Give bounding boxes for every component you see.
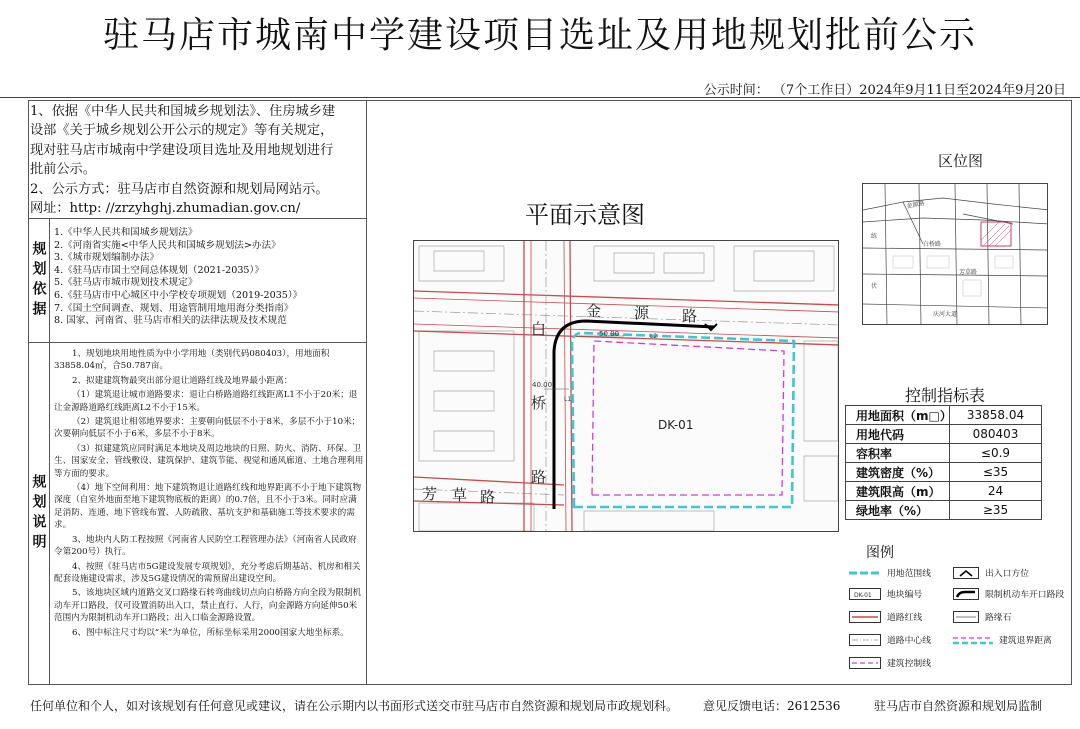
table-row: [846, 482, 1042, 501]
indicator-value: 24: [950, 482, 1042, 501]
legend-item-control-line: [849, 656, 931, 669]
control-line-swatch: [849, 657, 881, 669]
indicator-key: 用地面积（m□）: [846, 406, 950, 425]
legend-label: 地块编号: [887, 590, 923, 600]
explanation-paragraph: （4）地下空间利用：地下建筑物退让道路红线和地界距离不小于地下建筑物深度（自室外地面至地下建筑物底板的距离）的0.7倍，且不小于3米。同时应满足消防、连通、地下管线布置、人防疏散、基坑支护和基础施工等技术要求的需求。: [54, 483, 362, 531]
legend-label: 出入口方位: [985, 569, 1029, 579]
setback-swatch: [953, 634, 993, 646]
basis-item: 3.《城市规划编制办法》: [54, 252, 160, 264]
explanation-paragraph: （2）建筑退让相邻地界要求：主要朝向低层不小于8米，多层不小于10米；次要朝向低层不小于6米，多层不小于8米。: [54, 417, 361, 440]
restricted-swatch: [953, 588, 979, 600]
basis-item: 8. 国家、河南省、驻马店市相关的法律法规及技术规范: [54, 315, 287, 327]
road-south-char: 路: [480, 488, 496, 506]
road-south-char: 草: [452, 486, 468, 504]
indicator-table: [845, 405, 1042, 520]
basis-item: 2.《河南省实施<中华人民共和国城乡规划法>办法》: [54, 239, 281, 251]
indicator-key: 建筑限高（m）: [846, 482, 950, 501]
basis-list: [54, 227, 364, 328]
legend-item-boundary: [849, 566, 931, 579]
legend-label: 道路中心线: [887, 636, 931, 646]
boundary-swatch: [849, 568, 881, 578]
table-row: [846, 444, 1042, 463]
legend-label: 道路红线: [887, 613, 923, 623]
road-south-char: 芳: [422, 485, 438, 503]
explanation-paragraph: 2、拟建建筑物最突出部分退让道路红线及地界最小距离：: [72, 375, 293, 386]
table-row: [846, 406, 1042, 425]
location-label: 练: [871, 233, 878, 240]
legend-item-restricted: [953, 587, 1064, 600]
indicator-value: 33858.04: [950, 406, 1042, 425]
header-divider: [0, 97, 1080, 98]
road-north-char: 源: [634, 304, 650, 322]
indicator-key: 用地代码: [846, 425, 950, 444]
location-label: 芳草路: [959, 269, 978, 276]
intro-line: 网址：http: //zrzyhghj.zhumadian.gov.cn/: [30, 201, 301, 217]
indicator-key: 绿地率（%）: [846, 501, 950, 520]
location-map-drawing: [863, 184, 1048, 325]
dim-top: 50.00: [599, 330, 620, 338]
curb-swatch: [953, 611, 979, 623]
legend-title: 图例: [866, 545, 894, 561]
road-north-char: 金: [586, 302, 602, 320]
explanation-paragraph: 1、规划地块用地性质为中小学用地（类别代码080403），用地面积33858.04㎡，合50.787亩。: [54, 349, 330, 372]
basis-label: 规划依据: [28, 219, 50, 342]
legend-label: 建筑控制线: [887, 659, 931, 669]
basis-section: [28, 218, 366, 342]
indicator-value: 080403: [950, 425, 1042, 444]
legend-item-parcel-code: [849, 587, 922, 600]
location-label: 白桥路: [923, 241, 942, 248]
footer-supervisor: 驻马店市自然资源和规划局监制: [874, 699, 1043, 713]
basis-item: 5.《驻马店市城市规划技术规定》: [54, 277, 198, 289]
explanation-paragraph: 4、按照《驻马店市5G建设发展专项规划》，充分考虑后期基站、机房和相关配套设施建设需求，涉及5G建设情况的需预留出建设空间。: [54, 561, 361, 584]
publish-time: 公示时间： （7个工作日）2024年9月11日至2024年9月20日: [703, 83, 1066, 98]
table-row: [846, 425, 1042, 444]
legend-label: 建筑退界距离: [999, 636, 1052, 646]
indicator-title: 控制指标表: [905, 386, 986, 405]
red-line-swatch: [849, 611, 881, 623]
center-line-swatch: [849, 634, 881, 646]
road-west-char: 白: [531, 320, 547, 338]
plan-title: 平面示意图: [525, 201, 645, 229]
dim-left: 40.00: [532, 381, 553, 389]
plan-map-drawing: [414, 241, 839, 532]
table-row: [846, 463, 1042, 482]
table-row: [846, 501, 1042, 520]
intro-line: 现对驻马店市城南中学建设项目选址及用地规划进行: [30, 142, 334, 158]
legend-label: 用地范围线: [887, 569, 931, 579]
legend-label: 限制机动车开口路段: [985, 590, 1065, 600]
location-label: 伏: [871, 283, 878, 290]
intro-line: 1、依据《中华人民共和国城乡规划法》、住房城乡建: [30, 104, 336, 119]
plan-map: [413, 240, 839, 532]
explanation-label: 规划说明: [28, 343, 50, 685]
basis-item: 6.《驻马店市中心城区中小学校专项规划（2019-2035）》: [54, 289, 303, 301]
legend-item-curb: [953, 610, 1011, 623]
svg-text:DK-01: DK-01: [854, 591, 872, 599]
footer-notice: 任何单位和个人，如对该规划有任何意见或建议，请在公示期内以书面形式送交市驻马店市自然资源和规划局市政规划科。: [30, 699, 679, 713]
indicator-key: 容积率: [846, 444, 950, 463]
footer-phone: 意见反馈电话：2612536: [703, 699, 841, 713]
intro-line: 设部《关于城乡规划公开公示的规定》等有关规定，: [30, 123, 334, 139]
indicator-value: ≥35: [950, 501, 1042, 520]
dim-l2: L2: [650, 333, 658, 340]
location-label: 庆河大道: [933, 311, 958, 318]
legend-item-setback: [953, 633, 1052, 646]
parcel-label: DK-01: [658, 418, 694, 432]
intro-block: [30, 102, 365, 218]
legend-label: 路缘石: [985, 613, 1012, 623]
intro-line: 2、公示方式：驻马店市自然资源和规划局网站示。: [30, 181, 329, 197]
explanation-paragraph: 6、图中标注尺寸均以“米”为单位，所标坐标采用2000国家大地坐标系。: [72, 627, 349, 638]
explanation-paragraph: （1）建筑退让城市道路要求：退让白桥路道路红线距离L1不小于20米；退让金源路道路红线距离L2不小于15米。: [54, 390, 358, 413]
parcel-code-swatch: [849, 588, 881, 600]
explanation-paragraph: 5、该地块区域内道路交叉口路缘石转弯曲线切点向白桥路方向全段为限制机动车开口路段，仅可设置消防出入口，禁止直行、人行，向金源路方向延伸50米范围内为限制机动车开口路段；出入口临金源路设置。: [54, 588, 362, 624]
explanation-paragraph: 3、地块内人防工程按照《河南省人民防空工程管理办法》（河南省人民政府令第200号）执行。: [54, 534, 357, 558]
road-west-char: 桥: [531, 394, 547, 412]
intro-line: 批前公示。: [30, 162, 96, 178]
legend-item-center-line: [849, 633, 931, 646]
entrance-icon: [953, 567, 979, 579]
basis-item: 7.《国土空间调查、规划、用途管制用地用海分类指南》: [54, 302, 294, 314]
location-map: [862, 183, 1048, 325]
indicator-key: 建筑密度（%）: [846, 463, 950, 482]
road-north-char: 路: [682, 307, 698, 325]
legend-item-red-line: [849, 610, 922, 623]
basis-item: 1.《中华人民共和国城乡规划法》: [54, 227, 198, 238]
explanation-paragraph: （3）拟建建筑应同时满足本地块及周边地块的日照、防火、消防、环保、卫生、国家安全、管线敷设、建筑保护、建筑节能、视觉和通风廊道、土地合理利用等方面的要求。: [54, 443, 364, 479]
location-title: 区位图: [938, 152, 984, 170]
legend-item-entrance: [953, 566, 1029, 579]
column-divider: [366, 100, 367, 685]
explanation-section: [28, 342, 366, 685]
dim-l1: L1: [564, 396, 572, 403]
location-label: 金源路: [906, 199, 926, 210]
explanation-text: [54, 348, 364, 641]
page-title: 驻马店市城南中学建设项目选址及用地规划批前公示: [102, 15, 977, 56]
road-west-char: 路: [531, 468, 547, 486]
indicator-value: ≤0.9: [950, 444, 1042, 463]
indicator-value: ≤35: [950, 463, 1042, 482]
basis-item: 4.《驻马店市国土空间总体规划（2021-2035）》: [54, 264, 264, 276]
